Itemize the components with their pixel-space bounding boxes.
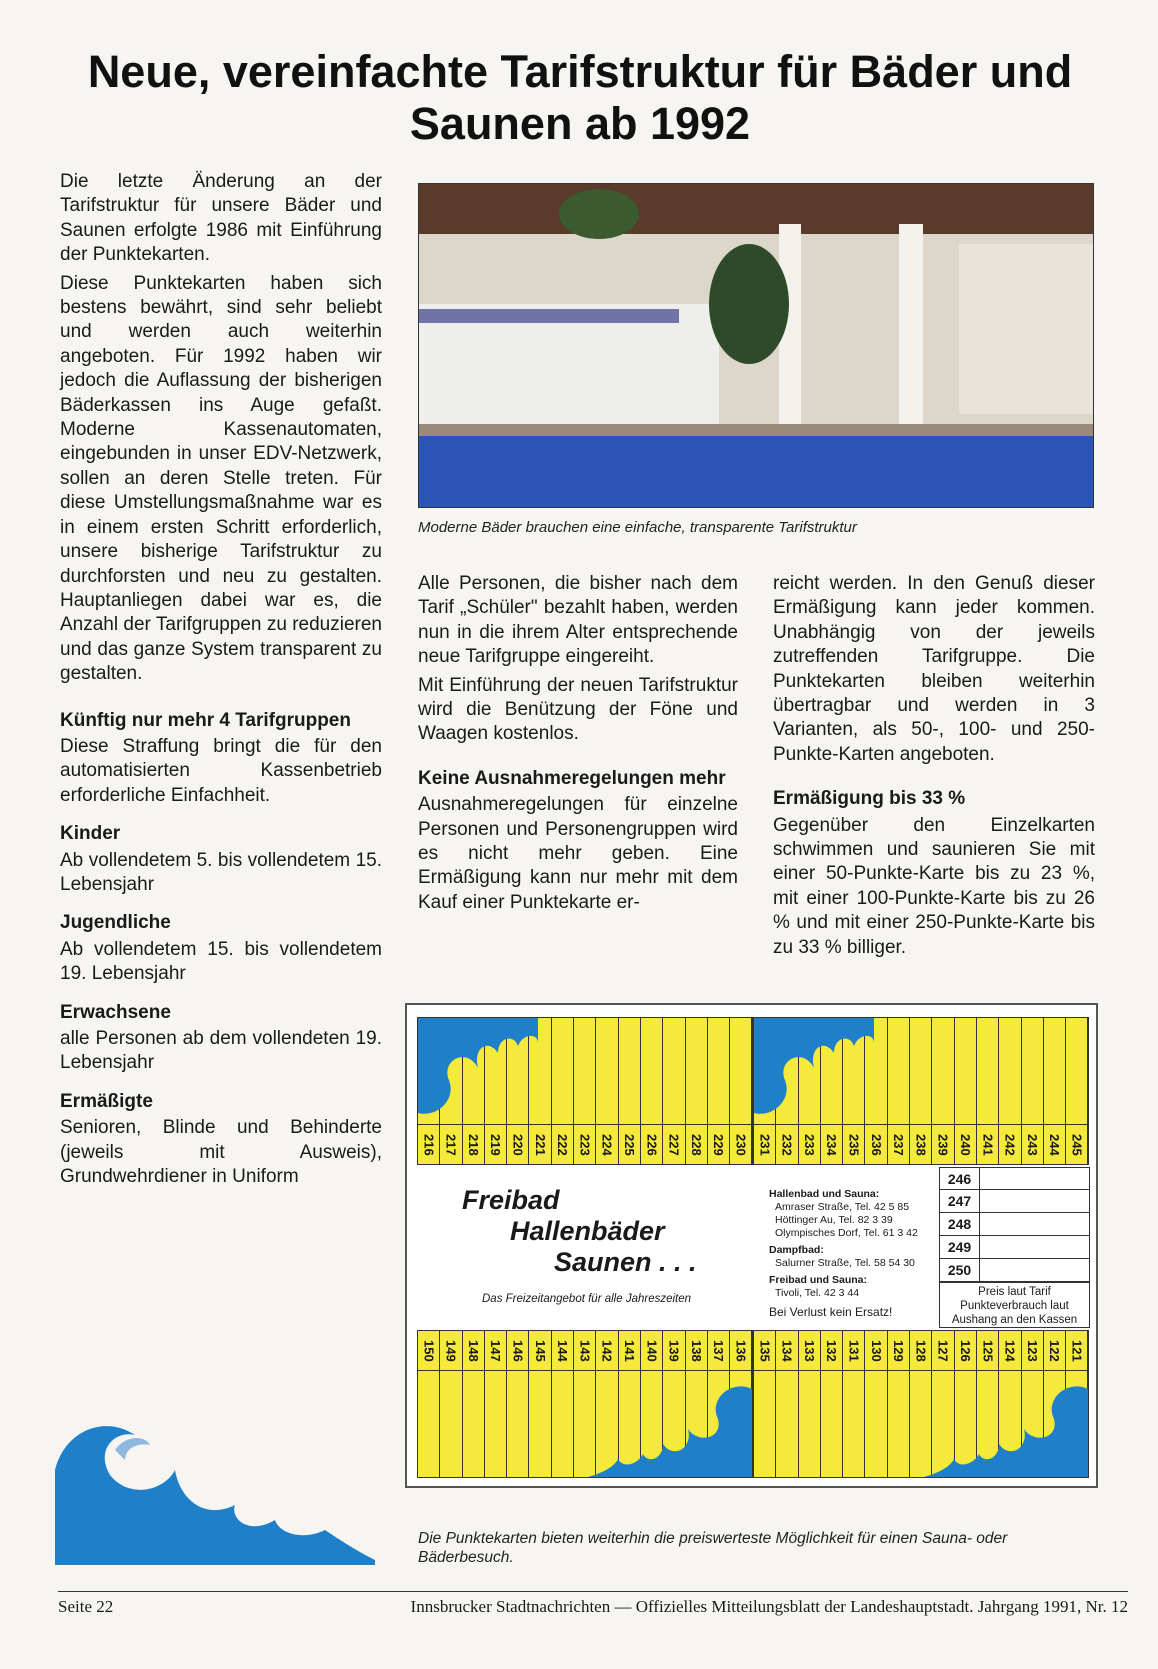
page-number: Seite 22 (58, 1597, 114, 1616)
punch-number: 247 (940, 1190, 980, 1212)
right-column (773, 572, 1095, 964)
middle-column (418, 572, 738, 919)
punch-number: 232 (776, 1124, 797, 1164)
wave-graphic (754, 1369, 1088, 1477)
subheading: Kinder (60, 823, 121, 845)
punch-card (405, 1003, 1098, 1488)
punch-number: 127 (932, 1331, 953, 1371)
punch-number: 132 (821, 1331, 842, 1371)
punch-number: 221 (529, 1124, 550, 1164)
punch-number: 235 (843, 1124, 864, 1164)
punch-number: 220 (507, 1124, 528, 1164)
punch-number: 217 (440, 1124, 461, 1164)
punch-number: 150 (418, 1331, 439, 1371)
punch-number: 135 (754, 1331, 775, 1371)
punch-number: 224 (596, 1124, 617, 1164)
punch-number: 246 (940, 1168, 980, 1189)
card-slogan: Das Freizeitangebot für alle Jahreszeiten (482, 1293, 692, 1305)
punch-number: 130 (865, 1331, 886, 1371)
card-addresses (769, 1188, 918, 1319)
punch-number: 126 (955, 1331, 976, 1371)
punch-row (939, 1236, 1090, 1259)
address-heading: Dampfbad: (769, 1244, 824, 1256)
punch-number: 125 (977, 1331, 998, 1371)
punch-number: 145 (529, 1331, 550, 1371)
punch-number: 218 (463, 1124, 484, 1164)
punch-number: 134 (776, 1331, 797, 1371)
card-logo (462, 1185, 697, 1278)
subheading: Ermäßigte (60, 1090, 153, 1112)
punch-number: 231 (754, 1124, 775, 1164)
punch-number: 121 (1066, 1331, 1087, 1371)
price-note: Preis laut Tarif Punkteverbrauch laut Aushang an den Kassen (939, 1282, 1090, 1328)
punch-number: 234 (821, 1124, 842, 1164)
punch-number: 230 (730, 1124, 751, 1164)
punch-row (939, 1167, 1090, 1190)
paragraph: Alle Personen, die bisher nach dem Tarif „Schüler" bezahlt haben, werden nun in die ihrem Alter entsprechende neue Tarifgruppe eingereiht. (418, 573, 738, 668)
wave-logo (55, 1410, 375, 1565)
punch-number: 133 (799, 1331, 820, 1371)
punch-number: 123 (1022, 1331, 1043, 1371)
photo-caption: Moderne Bäder brauchen eine einfache, transparente Tarifstruktur (418, 519, 857, 536)
punch-number: 124 (999, 1331, 1020, 1371)
loss-notice: Bei Verlust kein Ersatz! (769, 1305, 893, 1319)
page-title: Neue, vereinfachte Tarifstruktur für Bäder und Saunen ab 1992 (87, 46, 1073, 149)
punch-number: 129 (888, 1331, 909, 1371)
wave-graphic (418, 1018, 752, 1126)
punch-number: 141 (619, 1331, 640, 1371)
punch-number: 223 (574, 1124, 595, 1164)
punch-number: 219 (485, 1124, 506, 1164)
paragraph: Ausnahmeregelungen für einzelne Personen und Personengruppen wird es nicht mehr geben. Eine Ermäßigung kann nur mehr mit dem Kauf einer Punktekarte er- (418, 794, 738, 913)
punch-number: 148 (463, 1331, 484, 1371)
address-heading: Freibad und Sauna: (769, 1274, 868, 1286)
card-caption: Die Punktekarten bieten weiterhin die preiswerteste Möglichkeit für einen Sauna- oder Bäderbesuch. (418, 1530, 1008, 1566)
punch-number: 139 (663, 1331, 684, 1371)
paragraph: Ab vollendetem 5. bis vollendetem 15. Lebensjahr (60, 849, 382, 895)
address: Amraser Straße, Tel. 42 5 85 (775, 1201, 910, 1213)
punch-number: 144 (552, 1331, 573, 1371)
address-heading: Hallenbad und Sauna: (769, 1188, 880, 1200)
punch-number: 149 (440, 1331, 461, 1371)
punch-number: 248 (940, 1213, 980, 1235)
punch-number: 242 (999, 1124, 1020, 1164)
page-footer (58, 1591, 1128, 1617)
punch-number: 138 (686, 1331, 707, 1371)
punch-number: 239 (932, 1124, 953, 1164)
subheading: Jugendliche (60, 912, 171, 934)
punch-number: 229 (708, 1124, 729, 1164)
paragraph: reicht werden. In den Genuß dieser Ermäßigung kann jeder kommen. Unabhängig von der jeweils zutreffenden Tarifgruppe. Die Punktekarten bleiben weiterhin übertragbar und werden in 3 Varianten, als 50-, 100- und 250-Punkte-Karten angeboten. (773, 573, 1095, 765)
pool-photo (418, 183, 1094, 508)
address: Tivoli, Tel. 42 3 44 (775, 1287, 860, 1299)
punch-number: 240 (955, 1124, 976, 1164)
paragraph: alle Personen ab dem vollendeten 19. Lebensjahr (60, 1028, 382, 1074)
punch-number: 227 (663, 1124, 684, 1164)
punch-number: 216 (418, 1124, 439, 1164)
paragraph: Gegenüber den Einzelkarten schwimmen und saunieren Sie mit einer 50-Punkte-Karte bis zu 23 %, mit einer 100-Punkte-Karte bis zu 26 % und mit einer 250-Punkte-Karte bis zu 33 % billiger. (773, 814, 1095, 958)
punch-number: 128 (910, 1331, 931, 1371)
punch-number: 237 (888, 1124, 909, 1164)
punch-number: 137 (708, 1331, 729, 1371)
punch-number: 236 (865, 1124, 886, 1164)
paragraph: Diese Punktekarten haben sich bestens bewährt, sind sehr beliebt und werden auch weiterhin angeboten. Für 1992 haben wir jedoch die Auflassung der bisherigen Bäderkassen ins Auge gefaßt. Moderne Kassenautomaten, eingebunden in unser EDV-Netzwerk, sollen an deren Stelle treten. Für diese Umstellungsmaßnahme war es in einem ersten Schritt erforderlich, unsere bisherige Tarifstruktur zu durchforsten und neu zu gestalten. Hauptanliegen dabei war es, die Anzahl der Tarifgruppen zu reduzieren und das ganze System transparent zu gestalten. (60, 272, 382, 685)
address: Höttinger Au, Tel. 82 3 39 (775, 1214, 893, 1226)
punch-row (939, 1259, 1090, 1282)
punch-number: 222 (552, 1124, 573, 1164)
punch-number: 146 (507, 1331, 528, 1371)
logo-line: Hallenbäder (510, 1216, 665, 1246)
subheading: Künftig nur mehr 4 Tarifgruppen (60, 709, 351, 731)
punch-number: 244 (1044, 1124, 1065, 1164)
punch-number: 243 (1022, 1124, 1043, 1164)
wave-graphic (418, 1369, 752, 1477)
punch-number: 238 (910, 1124, 931, 1164)
paragraph: Senioren, Blinde und Behinderte (jeweils mit Ausweis), Grundwehrdiener in Uniform (60, 1117, 382, 1188)
logo-line: Freibad (462, 1185, 560, 1215)
punch-number: 228 (686, 1124, 707, 1164)
subheading: Ermäßigung bis 33 % (773, 788, 966, 810)
punch-number: 241 (977, 1124, 998, 1164)
punch-number: 142 (596, 1331, 617, 1371)
logo-line: Saunen . . . (554, 1247, 697, 1277)
address: Olympisches Dorf, Tel. 61 3 42 (775, 1227, 918, 1239)
paragraph: Mit Einführung der neuen Tarifstruktur wird die Benützung der Föne und Waagen kostenlos. (418, 674, 738, 745)
punch-number: 140 (641, 1331, 662, 1371)
punch-number: 131 (843, 1331, 864, 1371)
paragraph: Diese Straffung bringt die für den automatisierten Kassenbetrieb erforderliche Einfachheit. (60, 735, 382, 806)
punch-number: 122 (1044, 1331, 1065, 1371)
wave-graphic (754, 1018, 1088, 1126)
subheading: Erwachsene (60, 1001, 171, 1023)
left-column (60, 170, 382, 1193)
punch-number: 233 (799, 1124, 820, 1164)
punch-number: 250 (940, 1259, 980, 1281)
paragraph: Ab vollendetem 15. bis vollendetem 19. Lebensjahr (60, 938, 382, 985)
punch-number: 245 (1066, 1124, 1087, 1164)
punch-number: 143 (574, 1331, 595, 1371)
punch-number: 225 (619, 1124, 640, 1164)
punch-number: 226 (641, 1124, 662, 1164)
punch-number: 136 (730, 1331, 751, 1371)
punch-row (939, 1190, 1090, 1213)
address: Salurner Straße, Tel. 58 54 30 (775, 1257, 915, 1269)
publication-info: Innsbrucker Stadtnachrichten — Offizielles Mitteilungsblatt der Landeshauptstadt. Jahrgang 1991, Nr. 12 (410, 1597, 1128, 1616)
punch-row (939, 1213, 1090, 1236)
paragraph: Die letzte Änderung an der Tarifstruktur für unsere Bäder und Saunen erfolgte 1986 mit Einführung der Punktekarten. (60, 171, 382, 266)
punch-number: 249 (940, 1236, 980, 1258)
punch-number: 147 (485, 1331, 506, 1371)
subheading: Keine Ausnahmeregelungen mehr (418, 767, 726, 789)
